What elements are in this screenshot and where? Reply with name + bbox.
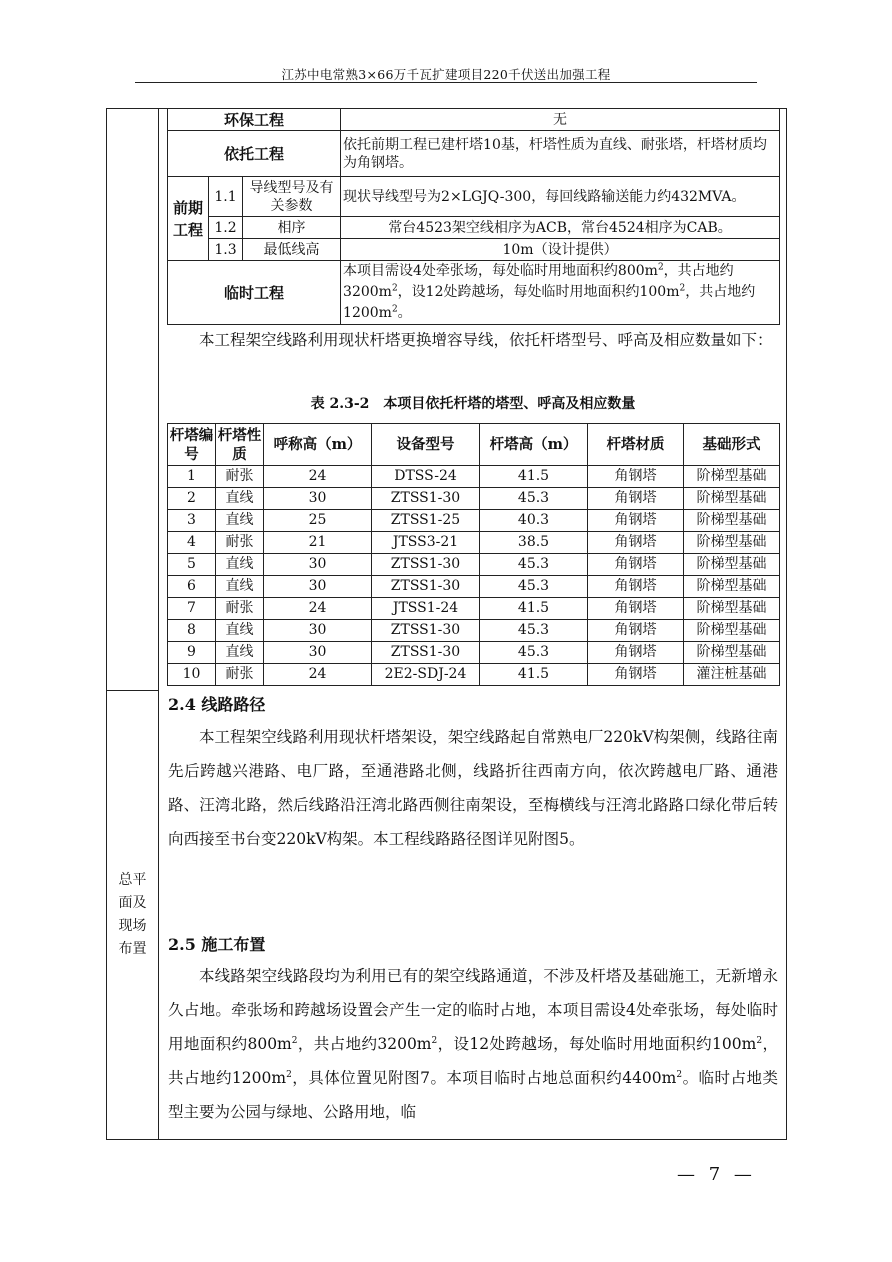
tower-cell: 21	[264, 532, 372, 554]
tower-cell: 30	[264, 642, 372, 664]
tower-cell: ZTSS1-30	[372, 620, 480, 642]
tower-cell: 灌注桩基础	[684, 664, 780, 686]
frame-row-divider	[107, 690, 158, 691]
rely-value: 依托前期工程已建杆塔10基，杆塔性质为直线、耐张塔，杆塔材质均为角钢塔。	[341, 131, 780, 177]
tower-cell: 24	[264, 664, 372, 686]
tower-cell: 耐张	[216, 466, 264, 488]
tower-cell: 阶梯型基础	[684, 598, 780, 620]
tower-cell: 9	[168, 642, 216, 664]
tower-cell: 24	[264, 466, 372, 488]
tower-cell: 10	[168, 664, 216, 686]
prior-row-no: 1.1	[209, 177, 243, 217]
tower-cell: 耐张	[216, 532, 264, 554]
prior-label: 前期工程	[168, 177, 209, 261]
tower-cell: 阶梯型基础	[684, 532, 780, 554]
col-header-foundation: 基础形式	[684, 424, 780, 466]
tower-cell: 角钢塔	[588, 598, 684, 620]
temp-value: 本项目需设4处牵张场，每处临时用地面积约$800m^2$，共占地约$3200m^2$，设12处跨越场，每处临时用地面积约$100m^2$，共占地约$1200m^2$。	[341, 261, 780, 325]
tower-cell: 40.3	[480, 510, 588, 532]
tower-cell: 30	[264, 620, 372, 642]
tower-cell: ZTSS1-25	[372, 510, 480, 532]
tower-cell: ZTSS1-30	[372, 488, 480, 510]
side-label-line: 总平	[118, 872, 147, 888]
tower-cell: 角钢塔	[588, 510, 684, 532]
side-label	[107, 869, 158, 961]
prior-row-no: 1.3	[209, 239, 243, 261]
tower-row	[168, 554, 780, 576]
side-label-line: 布置	[118, 941, 147, 957]
tower-cell: 41.5	[480, 664, 588, 686]
tower-cell: 阶梯型基础	[684, 620, 780, 642]
tower-cell: 角钢塔	[588, 642, 684, 664]
tower-row	[168, 576, 780, 598]
prior-row-name: 导线型号及有关参数	[243, 177, 341, 217]
tower-cell: 耐张	[216, 598, 264, 620]
col-header-tower-type: 杆塔性质	[216, 424, 264, 466]
page-number: — 7 —	[677, 1164, 756, 1185]
tower-cell: 阶梯型基础	[684, 642, 780, 664]
tower-table	[167, 423, 780, 686]
tower-cell: 4	[168, 532, 216, 554]
tower-cell: 阶梯型基础	[684, 466, 780, 488]
tower-row	[168, 510, 780, 532]
tower-cell: 30	[264, 554, 372, 576]
prior-row-value: 常台4523架空线相序为ACB，常台4524相序为CAB。	[341, 217, 780, 239]
project-composition-table	[167, 108, 780, 325]
temp-label: 临时工程	[168, 261, 341, 325]
env-label: 环保工程	[168, 109, 341, 131]
tower-cell: 45.3	[480, 554, 588, 576]
frame-column-divider	[158, 109, 159, 1139]
tower-cell: 2E2-SDJ-24	[372, 664, 480, 686]
col-header-material: 杆塔材质	[588, 424, 684, 466]
tower-cell: 45.3	[480, 620, 588, 642]
tower-cell: ZTSS1-30	[372, 554, 480, 576]
intro-paragraph: 本工程架空线路利用现状杆塔更换增容导线，依托杆塔型号、呼高及相应数量如下：	[199, 331, 773, 349]
tower-cell: 直线	[216, 620, 264, 642]
tower-cell: 45.3	[480, 642, 588, 664]
tower-cell: 角钢塔	[588, 620, 684, 642]
tower-cell: 30	[264, 576, 372, 598]
tower-row	[168, 532, 780, 554]
tower-cell: 角钢塔	[588, 488, 684, 510]
tower-cell: 耐张	[216, 664, 264, 686]
construction-paragraph: 本线路架空线路段均为利用已有的架空线路通道，不涉及杆塔及基础施工，无新增永久占地。牵张场和跨越场设置会产生一定的临时占地，本项目需设4处牵张场，每处临时用地面积约$800m^2$，共占地约$3200m^2$，设12处跨越场，每处临时用地面积约$100m^2$，共占地约$1200m^2$，具体位置见附图7。本项目临时占地总面积约$4400m^2$。临时占地类型主要为公园与绿地、公路用地，临	[168, 967, 778, 1121]
col-header-nominal-height: 呼称高（m）	[264, 424, 372, 466]
tower-row	[168, 642, 780, 664]
document-header-title: 江苏中电常熟3×66万千瓦扩建项目220千伏送出加强工程	[281, 67, 611, 82]
tower-cell: 24	[264, 598, 372, 620]
col-header-tower-height: 杆塔高（m）	[480, 424, 588, 466]
tower-cell: 角钢塔	[588, 576, 684, 598]
tower-cell: 41.5	[480, 598, 588, 620]
tower-row	[168, 488, 780, 510]
tower-cell: 直线	[216, 510, 264, 532]
tower-cell: 25	[264, 510, 372, 532]
section-title-construction: 2.5 施工布置	[168, 935, 266, 954]
col-header-tower-no: 杆塔编号	[168, 424, 216, 466]
tower-cell: 6	[168, 576, 216, 598]
tower-cell: 直线	[216, 642, 264, 664]
tower-cell: 直线	[216, 488, 264, 510]
tower-cell: 阶梯型基础	[684, 510, 780, 532]
prior-row-name: 最低线高	[243, 239, 341, 261]
tower-cell: 角钢塔	[588, 466, 684, 488]
tower-cell: JTSS3-21	[372, 532, 480, 554]
side-label-line: 现场	[118, 918, 147, 934]
tower-row	[168, 664, 780, 686]
tower-cell: 1	[168, 466, 216, 488]
tower-cell: 30	[264, 488, 372, 510]
tower-cell: 2	[168, 488, 216, 510]
prior-row-name: 相序	[243, 217, 341, 239]
tower-cell: 45.3	[480, 576, 588, 598]
table-caption: 表 2.3-2 本项目依托杆塔的塔型、呼高及相应数量	[310, 396, 636, 412]
header-rule	[135, 82, 757, 83]
tower-cell: 5	[168, 554, 216, 576]
prior-row-no: 1.2	[209, 217, 243, 239]
rely-label: 依托工程	[168, 131, 341, 177]
tower-cell: 直线	[216, 554, 264, 576]
tower-cell: 直线	[216, 576, 264, 598]
tower-cell: 38.5	[480, 532, 588, 554]
section-title-route: 2.4 线路路径	[168, 695, 266, 714]
tower-cell: 7	[168, 598, 216, 620]
side-label-line: 面及	[118, 895, 147, 911]
tower-row	[168, 620, 780, 642]
tower-row	[168, 598, 780, 620]
tower-cell: DTSS-24	[372, 466, 480, 488]
prior-row-value: 10m（设计提供）	[341, 239, 780, 261]
tower-cell: 角钢塔	[588, 664, 684, 686]
tower-row	[168, 466, 780, 488]
env-value: 无	[341, 109, 780, 131]
tower-cell: 45.3	[480, 488, 588, 510]
prior-row-value: 现状导线型号为2×LGJQ-300，每回线路输送能力约432MVA。	[341, 177, 780, 217]
tower-cell: ZTSS1-30	[372, 576, 480, 598]
tower-cell: JTSS1-24	[372, 598, 480, 620]
tower-cell: 41.5	[480, 466, 588, 488]
tower-cell: 3	[168, 510, 216, 532]
tower-cell: 阶梯型基础	[684, 488, 780, 510]
col-header-model: 设备型号	[372, 424, 480, 466]
route-paragraph: 本工程架空线路利用现状杆塔架设，架空线路起自常熟电厂220kV构架侧，线路往南先后跨越兴港路、电厂路，至通港路北侧，线路折往西南方向，依次跨越电厂路、通港路、汪湾北路，然后线路沿汪湾北路西侧往南架设，至梅横线与汪湾北路路口绿化带后转向西接至书台变220kV构架。本工程线路路径图详见附图5。	[168, 728, 778, 848]
tower-cell: 角钢塔	[588, 532, 684, 554]
tower-cell: 8	[168, 620, 216, 642]
tower-cell: 角钢塔	[588, 554, 684, 576]
tower-cell: 阶梯型基础	[684, 554, 780, 576]
tower-cell: 阶梯型基础	[684, 576, 780, 598]
tower-cell: ZTSS1-30	[372, 642, 480, 664]
